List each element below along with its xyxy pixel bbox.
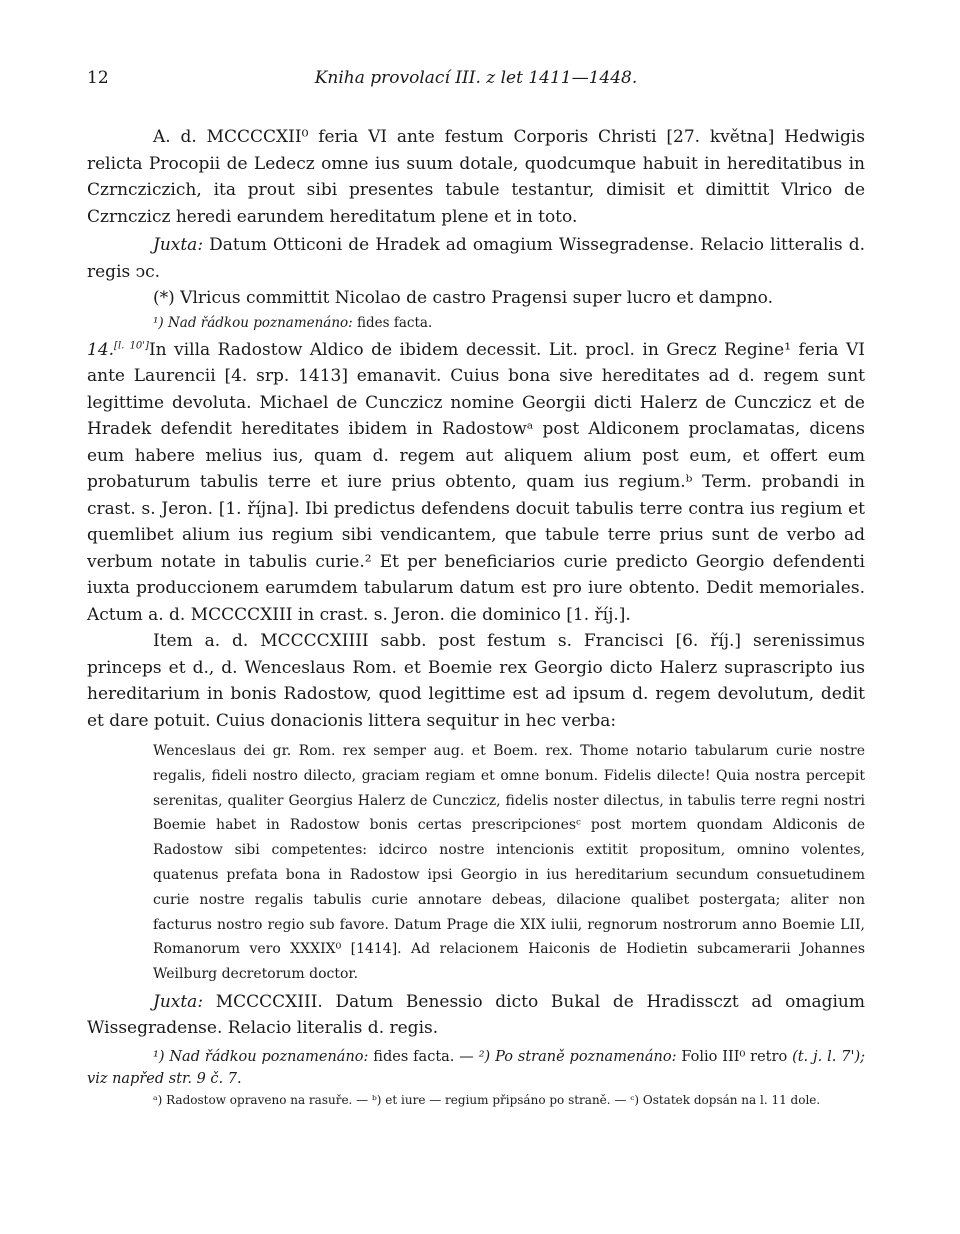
entry-2-text <box>87 337 865 629</box>
entry-2-body: In villa Radostow Aldico de ibidem decessit. Lit. procl. in Grecz Regine¹ feria VI ante Laurencii [4. srp. 1413] emanavit. Cuius bona sive hereditates ad d. regem sunt legittime devoluta. Michael de Cunczicz nomine Georgii dicti Halerz de Cunczicz et de Hradek defendit hereditates ibidem in Radostowᵃ post Aldiconem proclamatas, dicens eum habere melius ius, quam d. regem aut aliquem alium post eum, et offert eum probaturum tabulis terre et iure prius obtento, quam ius regium.ᵇ Term. probandi in crast. s. Jeron. [1. října]. Ibi predictus defendens docuit tabulis terre contra ius regium et quemlibet alium ius regium sibi vendicantem, que tabule terre prius sunt de verbo ad verbum notate in tabulis curie.² Et per beneficiarios curie predicto Georgio defendenti iuxta produccionem earumdem tabularum datum est pro iure obtento. Dedit memoriales. Actum a. d. MCCCCXIII in crast. s. Jeron. die dominico [1. říj.]. <box>87 339 865 625</box>
juxta-label: Juxta: <box>153 235 204 255</box>
entry-1-text: A. d. MCCCCXII⁰ feria VI ante festum Corporis Christi [27. května] Hedwigis relicta Procopii de Ledecz omne ius suum dotale, quodcumque habuit in hereditatibus in Czrncziczich, ita prout sibi presentes tabule testantur, dimisit et dimittit Vlrico de Czrnczicz heredi earundem hereditatum plene et in toto. <box>87 127 865 227</box>
footnote-label: ¹) Nad řádkou poznamenáno: <box>153 314 353 331</box>
entry-1-juxta <box>87 232 865 285</box>
running-head: Kniha provolací III. z let 1411—1448. <box>314 68 638 88</box>
page-number: 12 <box>87 68 109 88</box>
juxta-label: Juxta: <box>153 991 204 1012</box>
entry-2-juxta <box>87 989 865 1042</box>
footnotes <box>87 1046 865 1110</box>
juxta-text: Datum Otticoni de Hradek ad omagium Wissegradense. Relacio litteralis d. regis ↄc. <box>87 235 865 282</box>
footnote-letters: ᵃ) Radostow opraveno na rasuře. — ᵇ) et iure — regium připsáno po straně. — ᶜ) Ostatek dopsán na l. 11 dole. <box>153 1092 821 1107</box>
footnote-text: fides facta. <box>352 314 433 331</box>
footnote-2-ref: (t. j. l. 7'); viz napřed str. 9 č. 7. <box>87 1048 865 1087</box>
footnote-1-2 <box>87 1046 865 1090</box>
entry-2-number: 14. <box>87 339 115 360</box>
juxta-text: MCCCCXIII. Datum Benessio dicto Bukal de Hradissczt ad omagium Wissegradense. Relacio literalis d. regis. <box>87 991 865 1039</box>
entry-1-footnote <box>153 313 865 333</box>
entry-1-star-note: (*) Vlricus committit Nicolao de castro Pragensi super lucro et dampno. <box>153 288 773 308</box>
footnote-1-text: fides facta. — <box>368 1048 479 1065</box>
royal-letter: Wenceslaus dei gr. Rom. rex semper aug. et Boem. rex. Thome notario tabularum curie nostre regalis, fideli nostro dilecto, graciam regiam et omne bonum. Fidelis dilecte! Quia nostra percepit serenitas, qualiter Georgius Halerz de Cunczicz, fidelis noster dilectus, in tabulis terre regni nostri Boemie habet in Radostow bonis certas prescripcionesᶜ post mortem quondam Aldiconis de Radostow sibi competentes: idcirco nostre intencionis extitit propositum, omnino volentes, quatenus prefata bona in Radostow ipsi Georgio in ius hereditarium secundum consuetudinem curie nostre regalis tabulis curie annotare debeas, dilacione qualibet postergata; aliter non facturus nostro regio sub favore. Datum Prage die XIX iulii, regnorum nostrorum anno Boemie LII, Romanorum vero XXXIX⁰ [1414]. Ad relacionem Haiconis de Hodietin subcamerarii Johannes Weilburg decretorum doctor. <box>153 743 865 983</box>
footnote-2-label: ²) Po straně poznamenáno: <box>478 1048 677 1065</box>
footnote-1-label: ¹) Nad řádkou poznamenáno: <box>153 1048 369 1065</box>
entry-2-folio-ref: [l. 10'] <box>114 339 149 351</box>
page-header <box>87 68 865 92</box>
entry-2-item: Item a. d. MCCCCXIIII sabb. post festum s. Francisci [6. říj.] serenissimus princeps et d., d. Wenceslaus Rom. et Boemie rex Georgio dicto Halerz suprascripto ius hereditarium in bonis Radostow, quod legittime est ad ipsum d. regem devolutum, dedit et dare potuit. Cuius donacionis littera sequitur in hec verba: <box>87 631 865 731</box>
footnote-2-text: Folio III⁰ retro <box>676 1048 793 1065</box>
